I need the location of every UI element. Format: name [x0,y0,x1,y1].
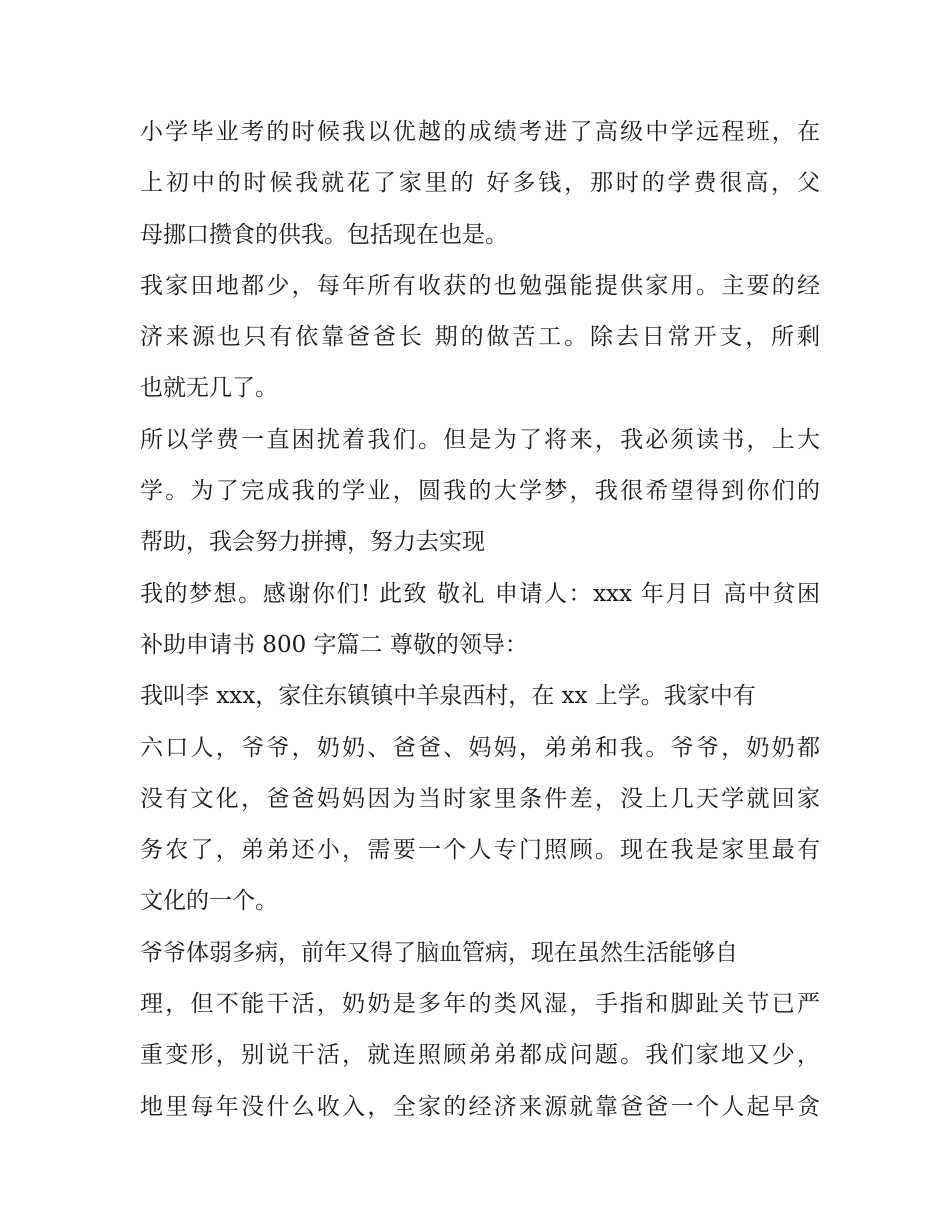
document-body [140,107,820,1133]
text-line: 六口人，爷爷，奶奶、爸爸、妈妈，弟弟和我。爷爷，奶奶都 [140,734,820,761]
text-line: 母挪口攒食的供我。包括现在也是。 [140,221,508,248]
text-line: 帮助，我会努力拼搏，努力去实现 [140,529,485,556]
text-line: 我的梦想。感谢你们! 此致 敬礼 申请人：xxx 年月日 高中贫困 [140,580,820,607]
text-line: 济来源也只有依靠爸爸长 期的做苦工。除去日常开支，所剩 [140,324,820,351]
text-line: 小学毕业考的时候我以优越的成绩考进了高级中学远程班，在 [140,119,820,145]
text-line: 文化的一个。 [140,888,278,915]
text-line: 所以学费一直困扰着我们。但是为了将来，我必须读书，上大 [140,426,820,453]
text-line: 学。为了完成我的学业，圆我的大学梦，我很希望得到你们的 [140,478,820,505]
text-line: 上初中的时候我就花了家里的 好多钱，那时的学费很高，父 [140,170,820,197]
text-line: 爷爷体弱多病，前年又得了脑血管病，现在虽然生活能够自 [140,939,738,966]
text-line: 理，但不能干活，奶奶是多年的类风湿，手指和脚趾关节已严 [140,991,820,1018]
text-line: 地里每年没什么收入，全家的经济来源就靠爸爸一个人起早贪 [140,1093,820,1120]
text-line: 务农了，弟弟还小，需要一个人专门照顾。现在我是家里最有 [140,837,820,864]
text-line: 没有文化，爸爸妈妈因为当时家里条件差，没上几天学就回家 [140,785,820,812]
text-line: 我家田地都少，每年所有收获的也勉强能提供家用。主要的经 [140,272,820,299]
text-line: 重变形，别说干活，就连照顾弟弟都成问题。我们家地又少， [140,1042,820,1069]
text-line: 补助申请书 800 字篇二 尊敬的领导： [140,631,528,658]
text-line: 我叫李 xxx，家住东镇镇中羊泉西村，在 xx 上学。我家中有 [140,683,756,710]
text-line: 也就无几了。 [140,375,278,402]
